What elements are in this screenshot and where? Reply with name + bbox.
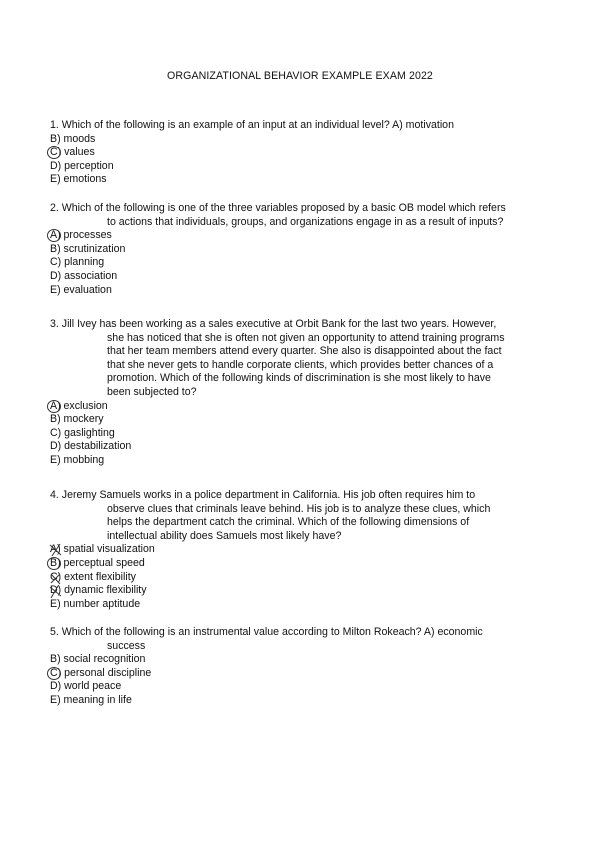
option-d: D) world peace — [50, 680, 122, 693]
stem-line: success — [107, 639, 146, 652]
options-list — [50, 543, 550, 611]
option-e: E) meaning in life — [50, 693, 132, 706]
stem-line: promotion. Which of the following kinds of discrimination is she most likely to have — [107, 372, 491, 385]
question-4 — [50, 489, 550, 611]
stem-line: she has noticed that she is often not given an opportunity to attend training programs — [107, 331, 505, 344]
stem-line: 4. Jeremy Samuels works in a police department in California. His job often requires him to — [50, 489, 476, 501]
answer-circle-mark — [47, 557, 61, 570]
question-stem — [50, 626, 550, 653]
question-stem — [50, 489, 550, 543]
answer-circle-mark — [47, 667, 61, 680]
options-list — [50, 400, 550, 468]
stem-line: 2. Which of the following is one of the three variables proposed by a basic OB model which refers — [50, 202, 506, 214]
question-3 — [50, 318, 550, 468]
question-5 — [50, 626, 550, 708]
option-a: A) processes — [50, 229, 550, 243]
option-b: B) moods — [50, 132, 96, 145]
options-list — [50, 229, 550, 297]
option-d: D) dynamic flexibility — [50, 584, 550, 598]
question-stem — [50, 318, 550, 400]
option-d: D) destabilization — [50, 440, 132, 453]
page-title: ORGANIZATIONAL BEHAVIOR EXAMPLE EXAM 2022 — [167, 70, 433, 82]
option-d: D) association — [50, 269, 118, 282]
option-e: E) evaluation — [50, 283, 112, 296]
option-a: A) exclusion — [50, 400, 550, 414]
option-c: C) gaslighting — [50, 426, 115, 439]
stem-line: that her team members attend every quarter. She also is disappointed about the fact — [107, 345, 502, 358]
option-d: D) perception — [50, 159, 114, 172]
option-c: C) extent flexibility — [50, 571, 550, 585]
option-c: C) values — [50, 146, 550, 160]
option-e: E) mobbing — [50, 453, 105, 466]
stem-line: intellectual ability does Samuels most likely have? — [107, 529, 342, 542]
option-e: E) emotions — [50, 173, 107, 186]
stem-line: 5. Which of the following is an instrumental value according to Milton Rokeach? A) economic — [50, 626, 483, 638]
stem-line: 1. Which of the following is an example of an input at an individual level? A) motivation — [50, 119, 454, 131]
option-b: B) mockery — [50, 413, 104, 426]
stem-line: to actions that individuals, groups, and organizations engage in as a result of inputs? — [107, 215, 504, 228]
option-c: C) planning — [50, 256, 105, 269]
strike-mark — [48, 583, 64, 599]
option-e: E) number aptitude — [50, 597, 141, 610]
strike-mark — [48, 542, 64, 558]
answer-circle-mark — [47, 400, 61, 413]
question-stem — [50, 202, 550, 229]
question-1 — [50, 119, 550, 187]
stem-line: 3. Jill Ivey has been working as a sales executive at Orbit Bank for the last two years. However, — [50, 318, 497, 330]
option-b: B) scrutinization — [50, 242, 126, 255]
stem-line: observe clues that criminals leave behind. His job is to analyze these clues, which — [107, 502, 491, 515]
option-b: B) social recognition — [50, 653, 146, 666]
stem-line: been subjected to? — [107, 385, 197, 398]
stem-line: that she never gets to handle corporate clients, which provides better chances of a — [107, 358, 494, 371]
option-c: C) personal discipline — [50, 667, 550, 681]
option-a: A) spatial visualization — [50, 543, 550, 557]
option-b: B) perceptual speed — [50, 557, 550, 571]
question-stem — [50, 119, 550, 133]
stem-line: helps the department catch the criminal. Which of the following dimensions of — [107, 516, 470, 529]
options-list — [50, 653, 550, 707]
question-2 — [50, 202, 550, 297]
options-list — [50, 133, 550, 187]
